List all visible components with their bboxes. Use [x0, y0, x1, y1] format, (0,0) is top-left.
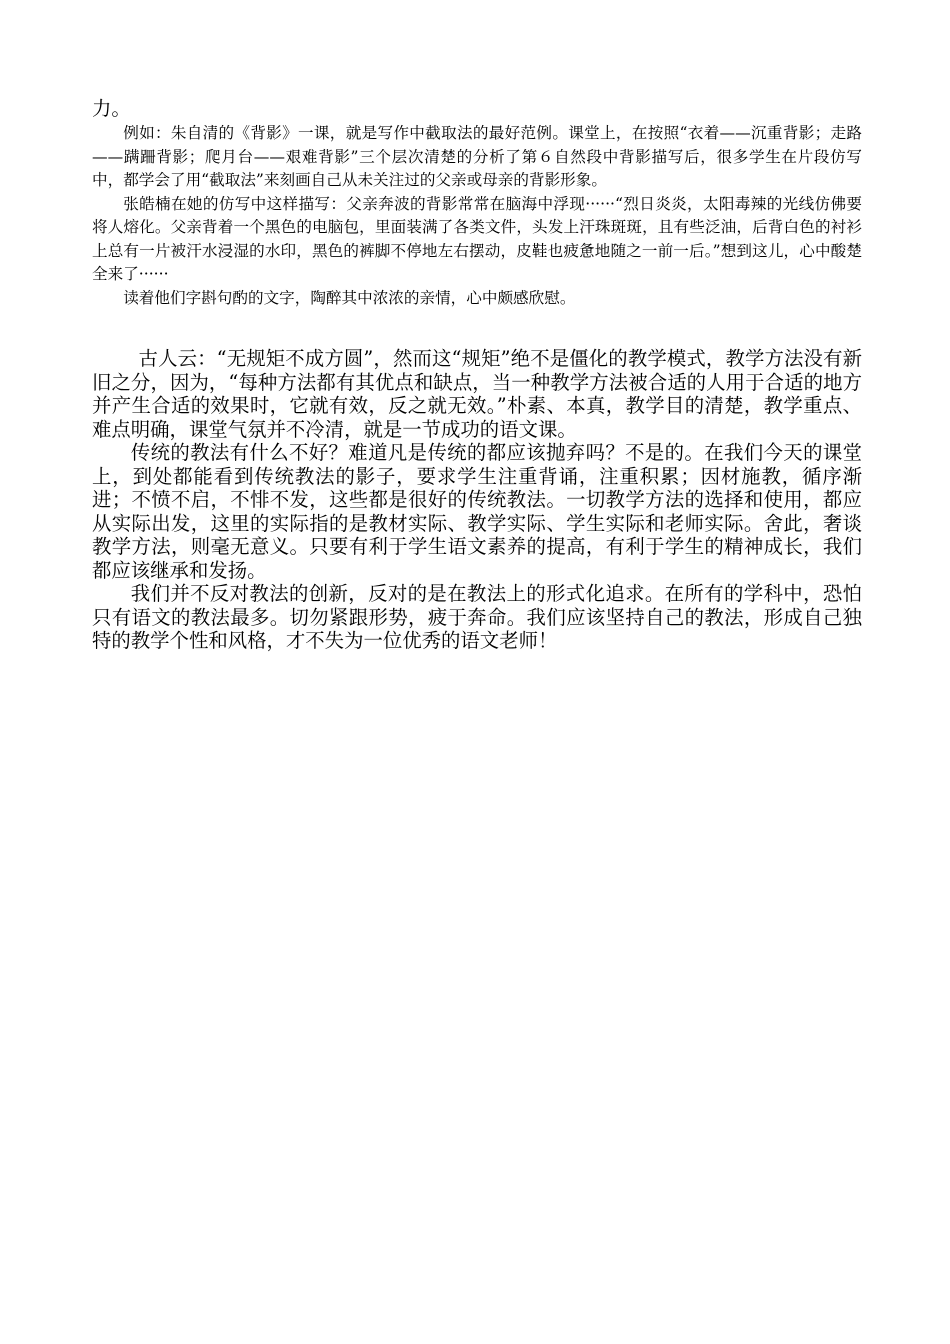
discussion-section — [92, 347, 862, 653]
student-writing-paragraph: 张皓楠在她的仿写中这样描写：父亲奔波的背影常常在脑海中浮现······“烈日炎炎，太阳毒辣的光线仿佛要将人熔化。父亲背着一个黑色的电脑包，里面装满了各类文件，头发上汗珠斑斑，且有些泛油，后背白色的衬衫上总有一片被汗水浸湿的水印，黑色的裤脚不停地左右摆动，皮鞋也疲惫地随之一前一后。”想到这儿，心中酸楚全来了······ — [92, 194, 862, 283]
continued-line: 力。 — [92, 97, 131, 120]
example-section — [92, 122, 862, 310]
example-paragraph: 例如：朱自清的《背影》一课，就是写作中截取法的最好范例。课堂上，在按照“衣着——沉重背影；走路——蹒跚背影；爬月台——艰难背影”三个层次清楚的分析了第６自然段中背影描写后，很多学生在片段仿写中，都学会了用“截取法”来刻画自己从未关注过的父亲或母亲的背影形象。 — [92, 124, 862, 189]
rules-paragraph: 古人云：“无规矩不成方圆”，然而这“规矩”绝不是僵化的教学模式，教学方法没有新旧之分，因为，“每种方法都有其优点和缺点，当一种教学方法被合适的人用于合适的地方并产生合适的效果时，它就有效，反之就无效。”朴素、本真，教学目的清楚，教学重点、难点明确，课堂气氛并不冷清，就是一节成功的语文课。 — [92, 347, 862, 441]
reflection-paragraph: 读着他们字斟句酌的文字，陶醉其中浓浓的亲情，心中颇感欣慰。 — [123, 288, 576, 307]
innovation-paragraph: 我们并不反对教法的创新，反对的是在教法上的形式化追求。在所有的学科中，恐怕只有语文的教法最多。切勿紧跟形势，疲于奔命。我们应该坚持自己的教法，形成自己独特的教学个性和风格，才不失为一位优秀的语文老师！ — [92, 582, 862, 652]
tradition-paragraph: 传统的教法有什么不好？难道凡是传统的都应该抛弃吗？不是的。在我们今天的课堂上，到处都能看到传统教法的影子，要求学生注重背诵，注重积累；因材施教，循序渐进；不愤不启，不悱不发，这些都是很好的传统教法。一切教学方法的选择和使用，都应从实际出发，这里的实际指的是教材实际、教学实际、学生实际和老师实际。舍此，奢谈教学方法，则毫无意义。只要有利于学生语文素养的提高，有利于学生的精神成长，我们都应该继承和发扬。 — [92, 441, 862, 582]
